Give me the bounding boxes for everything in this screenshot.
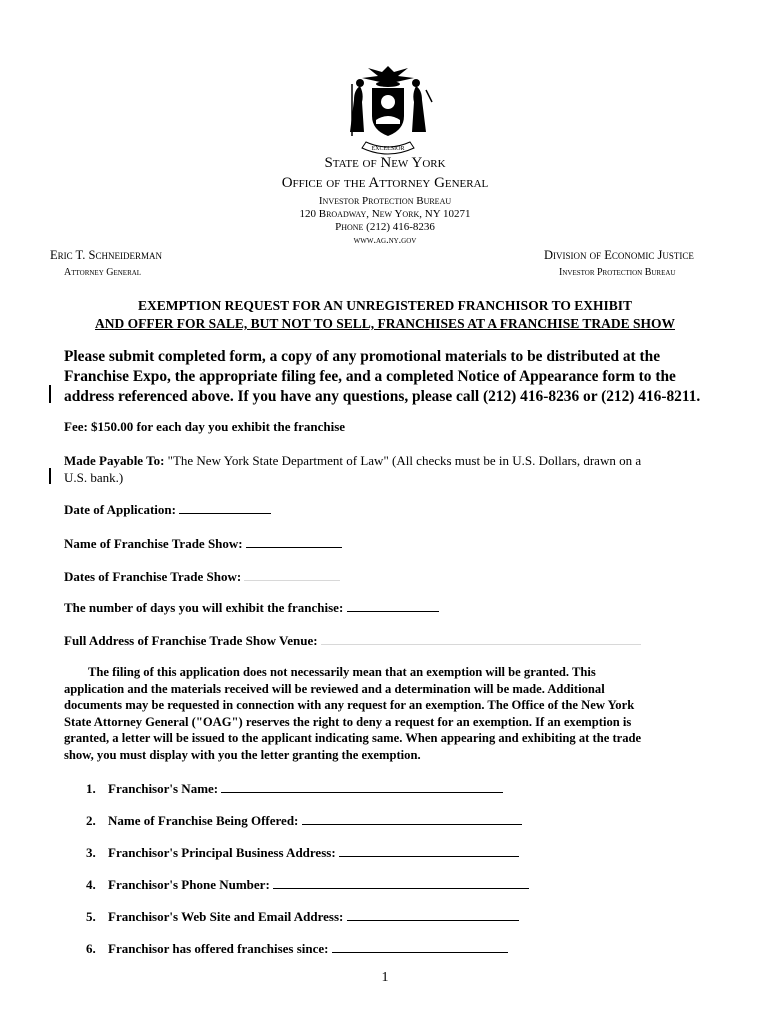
document-title xyxy=(0,297,770,333)
nys-seal-icon xyxy=(336,62,440,158)
business-address-input[interactable] xyxy=(339,844,519,857)
trade-show-dates-input[interactable] xyxy=(244,568,340,581)
venue-address-input[interactable] xyxy=(321,632,641,645)
office-address: 120 Broadway, New York, NY 10271 xyxy=(299,208,471,220)
list-item: 6. Franchisor has offered franchises since: xyxy=(86,940,508,957)
payable-to: Made Payable To: "The New York State Department of Law" (All checks must be in U.S. Dollars, drawn on a U.S. bank.) xyxy=(64,453,642,485)
agency-line-2: Office of the Attorney General xyxy=(281,175,489,191)
title-line-1: EXEMPTION REQUEST FOR AN UNREGISTERED FRANCHISOR TO EXHIBIT xyxy=(138,298,632,313)
office-phone: Phone (212) 416-8236 xyxy=(335,221,435,233)
division-bureau: Investor Protection Bureau xyxy=(559,267,676,278)
attorney-general-name: Eric T. Schneiderman xyxy=(50,248,162,262)
date-of-application-field: Date of Application: xyxy=(64,501,271,518)
days-exhibit-input[interactable] xyxy=(347,599,439,612)
submission-instructions: Please submit completed form, a copy of any promotional materials to be distributed at the Franchise Expo, the appropriate filing fee, and a completed Notice of Appearance form to the address referenced above. If you have any questions, please call (212) 416-8236 or (212) 416-8211. xyxy=(64,348,701,405)
list-item: 5. Franchisor's Web Site and Email Address: xyxy=(86,908,519,925)
agency-line-1: State of New York xyxy=(324,155,446,171)
trade-show-name-field: Name of Franchise Trade Show: xyxy=(64,535,342,552)
filing-notice: The filing of this application does not necessarily mean that an exemption will be granted. This application and the materials received will be reviewed and a determination will be made. Additional documents may be requested in connection with any request for an exemption. The Office of the New York State Attorney General ("OAG") reserves the right to deny a request for an exemption. If an exemption is granted, a letter will be issued to the applicant indicating same. When appearing and exhibiting at the trade show, you must display with you the letter granting the exemption. xyxy=(64,665,642,762)
list-item: 1. Franchisor's Name: xyxy=(86,780,503,797)
seal-motto: EXCELSIOR xyxy=(371,146,405,152)
list-item: 3. Franchisor's Principal Business Address: xyxy=(86,844,519,861)
trade-show-dates-field: Dates of Franchise Trade Show: xyxy=(64,568,340,585)
fee-text: Fee: $150.00 for each day you exhibit the franchise xyxy=(64,419,346,434)
change-bar xyxy=(49,468,51,484)
division-name: Division of Economic Justice xyxy=(544,248,694,262)
date-of-application-input[interactable] xyxy=(179,501,271,514)
days-exhibit-field: The number of days you will exhibit the franchise: xyxy=(64,599,439,616)
franchisor-name-input[interactable] xyxy=(221,780,503,793)
title-line-2: AND OFFER FOR SALE, BUT NOT TO SELL, FRANCHISES AT A FRANCHISE TRADE SHOW xyxy=(94,316,676,331)
list-item: 2. Name of Franchise Being Offered: xyxy=(86,812,522,829)
offered-since-input[interactable] xyxy=(332,940,508,953)
franchise-name-input[interactable] xyxy=(302,812,522,825)
trade-show-name-input[interactable] xyxy=(246,535,342,548)
website-email-input[interactable] xyxy=(347,908,519,921)
change-bar xyxy=(49,385,51,403)
phone-number-input[interactable] xyxy=(273,876,529,889)
attorney-general-title: Attorney General xyxy=(64,267,142,278)
venue-address-field: Full Address of Franchise Trade Show Venue: xyxy=(64,632,641,649)
bureau-name: Investor Protection Bureau xyxy=(318,195,452,207)
office-website[interactable]: www.ag.ny.gov xyxy=(353,235,417,246)
list-item: 4. Franchisor's Phone Number: xyxy=(86,876,529,893)
page-number: 1 xyxy=(381,970,389,985)
